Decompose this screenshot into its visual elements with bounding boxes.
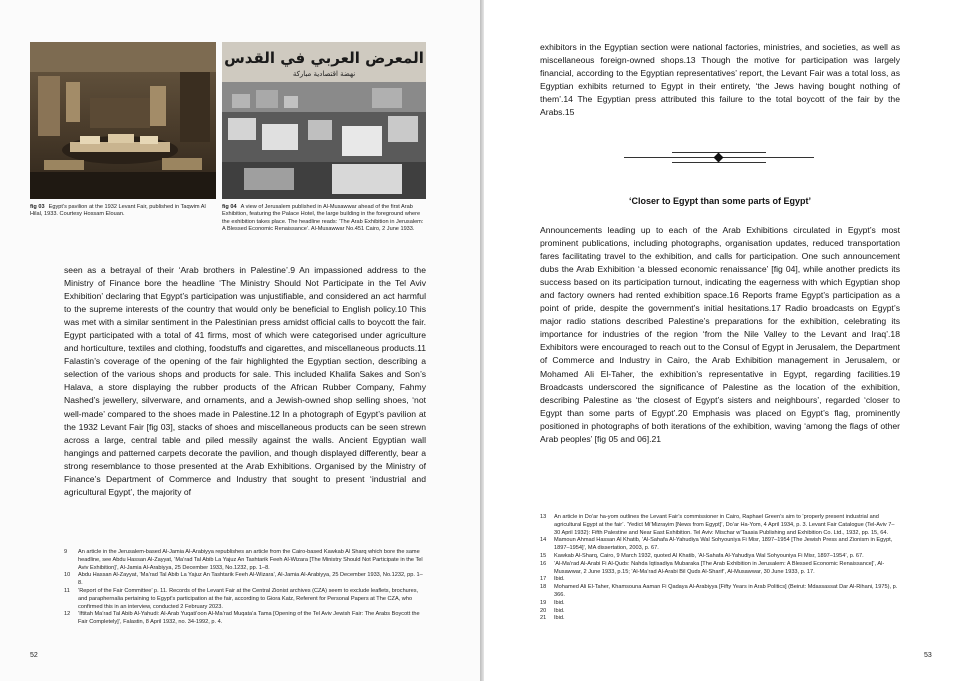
footnote bbox=[540, 514, 900, 537]
footnote-number: 13 bbox=[540, 514, 547, 520]
footnote-text: An article in Do’ar ha-yom outlines the Levant Fair’s commissioner in Cairo, Raphael Green’s aim to ‘properly present industrial and agricultural Egypt at the fair’. ‘Yedict Mi’Mizrayim [News from Egypt]’, Do’ar Ha-Yom, 4 April 1934, p. 3. Levant Fair Catalogue (Tel-Aviv 7–30 April 1932): Fifth Palestine and Near East Exhibition. Tel Aviv: Mischar w’Taasia Publishing and Exhibition Co. Ltd., 1932, pp. 15, 64. bbox=[554, 514, 895, 536]
footnote bbox=[540, 608, 900, 616]
footnote-number: 14 bbox=[540, 537, 547, 544]
footnote bbox=[540, 576, 900, 584]
body-text: exhibitors in the Egyptian section were national factories, ministries, and societies, as well as miscellaneous foreign-owned shops.13 Though the motive for participation was largely financial, according to the Egyptian representatives’ report, the Levant Fair was a total loss, as Egyptian exhibits returned to Egypt in their entirety, ‘the Jews having bought nothing of them’.14 The Egyptian press attributed this failure to the total boycott of the fair by the Arabs.15 bbox=[540, 42, 900, 118]
footnote bbox=[540, 600, 900, 608]
footnote-number: 9 bbox=[64, 549, 68, 555]
footnote-number: 16 bbox=[540, 560, 547, 567]
footnote-text: ‘Iftitah Ma’rad Tal Abib Al-Yahudi: Al-Arab Yuqati’oon Al-Ma’rad Muqata’a Tama [Opening of the Tel Aviv Jewish Fair: The Arabs Boycott the Fair Completely]’, Falastin, 8 April 1932, no. 34-1992, p. 4. bbox=[78, 611, 420, 626]
footnote-number: 17 bbox=[540, 576, 547, 583]
footnote bbox=[540, 553, 900, 561]
footnote-text: Ibid. bbox=[554, 599, 565, 606]
footnote-number: 19 bbox=[540, 599, 547, 606]
footnote bbox=[540, 561, 900, 577]
photo-jerusalem-view bbox=[222, 42, 426, 199]
body-text: seen as a betrayal of their ‘Arab brothers in Palestine’.9 An impassioned address to the Ministry of Finance bore the headline ‘The Ministry Should Not Participate in the Tel Aviv Exhibition’ declaring that Egypt’s participation was unjustifiable, and considered an act harmful to the supreme interests of the country that would only be beneficial to English policy.10 This was met with a similar sentiment in the Palestinian press amidst official calls to boycott the fair. Egypt participated with a total of 41 firms, most of which were categorised under agriculture and horticulture, textiles and clothing, foodstuffs and cigarettes, and miscellaneous products.11 Falastin’s coverage of the opening of the fair highlighted the Egyptian section, describing a selection of the various shops and products for sale. This included Khalifa Sakes and Son’s Halava, a store displaying the rubber products of the African Rubber Company, Fahmy Nashed’s jewellery, silverware, and ornaments, and a Jewish-owned shop selling shoes, ‘not well-made’ compared to the shoes made in Palestine.12 In a photograph of Egypt’s pavilion at the 1932 Levant Fair [fig 03], stacks of shoes and miscellaneous products can be seen strewn across a large, central table and piled messily against the walls. Ancient Egyptian wall hangings and patterned carpets decorate the pavilion, and though displayed differently, bear a strong resemblance to those presented at the Arab Exhibitions. Organised by the Ministry of Finance’s Department of Commerce and Industry that sought to present ‘industrial and agricultural Egypt’, the majority of bbox=[64, 265, 426, 497]
footnote-number: 11 bbox=[64, 587, 70, 594]
photo-arabic-headline: المعرض العربي في القدس bbox=[224, 49, 424, 67]
figure-caption-text: A view of Jerusalem published in Al-Musawwar ahead of the first Arab Exhibition, featuring the Palace Hotel, the large building in the foreground where the exhibition takes place. The headline reads: ‘The Arab Exhibition in Jerusalem: A Blessed Economic Renaissance’. Al-Musawwar No.451 Cairo, 2 June 1933. bbox=[222, 204, 424, 233]
figure-caption-text: Egypt’s pavilion at the 1932 Levant Fair, published in Taqwim Al Hilal, 1933. Courtesy Hossam Elouan. bbox=[30, 204, 206, 218]
footnote-number: 18 bbox=[540, 584, 547, 591]
footnote-text: Ibid. bbox=[554, 615, 565, 622]
footnote bbox=[64, 611, 426, 627]
footnote-number: 20 bbox=[540, 607, 547, 614]
footnote bbox=[64, 549, 426, 572]
footnote-text: ‘Report of the Fair Committee’ p. 11. Records of the Levant Fair at the Central Zionist archives (CZA) seem to exclude leaflets, brochures, and paraphernalia pertaining to Egypt’s participation at the fair, according to Giora Katz, Referent for Personal Papers at The CZA, who confirmed this in an interview, conducted 2 February 2023. bbox=[78, 587, 419, 610]
footnote-text: Kawkab Al-Sharq, Cairo, 9 March 1932, quoted Al Khatib, ‘Al-Sahafa Al-Yahudiya Wal Sohyouniya Fi Misr, 1897–1954’, p. 67. bbox=[554, 552, 864, 559]
footnote-text: Mamoun Ahmad Hassan Al Khatib, ‘Al-Sahafa Al-Yahudiya Wal Sohyouniya Fi Misr, 1897–1954 [The Jewish Press and Zionism in Egypt, 1897–1954]’, MA dissertation, 2003, p. 67. bbox=[554, 537, 893, 552]
figure-caption-fig04 bbox=[222, 204, 428, 234]
footnote-text: Ibid. bbox=[554, 607, 565, 614]
footnote-text: An article in the Jerusalem-based Al-Jamia Al-Arabiyya republishes an article from the Cairo-based Kawkab Al Sharq which bore the same headline, see Abdu Hassan Al-Zayyat, ‘Ma’rad Tal Abib La Yajuz An Tashtarik Feeh Al-Wizara [The Ministry Should Not Participate in the Tel Aviv Exhibition]’, Al-Jamia Al-Arabiyya, 25 December 1933, No.1232, pp. 1–8. bbox=[78, 549, 423, 571]
footnote-number: 21 bbox=[540, 615, 547, 622]
figure-label: fig 03 bbox=[30, 204, 45, 210]
footnote-text: Ibid. bbox=[554, 576, 565, 583]
footnote-number: 12 bbox=[64, 611, 71, 618]
footnote bbox=[540, 615, 900, 623]
section-heading: ‘Closer to Egypt than some parts of Egypt’ bbox=[628, 196, 812, 206]
body-text: Announcements leading up to each of the Arab Exhibitions circulated in Egypt’s most prominent publications, including photographs, organisation updates, reduced transportation fares facilitating travel to the exhibition, and calls for participation. One such announcement dubs the Arab Exhibition ‘a blessed economic renaissance’ [fig 04], while another predicts its success based on its participation turnout, indicating the eagerness with which Egyptian shop and factory owners had rented exhibition space.16 Reports frame Egypt’s participation as a point of pride, despite the government’s initial hesitations.17 Radio broadcasts on Egypt’s major radio stations described Palestine’s preparations for the exhibition, celebrating its importance for industries of the region ‘from the Nile Valley to the Levant and Iraq’.18 Exhibitors were encouraged to reach out to the Consul of Egypt in Jerusalem, the Department of Commerce and Industry in Cairo, the Arab Exhibition management in Jerusalem, or Mohamed Ali El-Taher, the exhibition’s representative in Egypt, regarding facilities.19 Broadcasts underscored the significance of Palestine as the location of the exhibition, describing Palestine as ‘the closest of Egypt’s sisters and neighbours’, regarded ‘closer to Egypt than some parts of Egypt’.20 Emphasis was placed on Egypt’s flag, prominently positioned in photographs of both iterations of the exhibition, waving ‘among the flags of other Arab peoples’ [fig 05 and 06].21 bbox=[540, 225, 900, 444]
figure-caption-fig03 bbox=[30, 204, 216, 219]
left-page bbox=[0, 0, 480, 681]
footnote-text: Abdu Hassan Al-Zayyat, ‘Ma’rad Tal Abib La Yajuz An Tashtarik Feeh Al-Wizara’, Al-Jamia Al-Arabiyya, 25 December 1933, No.1232, pp. 1–8. bbox=[78, 572, 423, 587]
footnote bbox=[540, 584, 900, 600]
footnote-number: 15 bbox=[540, 552, 547, 559]
photo-arabic-subheadline: نهضة اقتصادية مباركة bbox=[292, 70, 356, 78]
footnotes bbox=[540, 514, 900, 623]
footnote bbox=[540, 537, 900, 553]
footnote-number: 10 bbox=[64, 572, 71, 579]
figure-label: fig 04 bbox=[222, 204, 237, 210]
section-divider-ornament bbox=[624, 150, 814, 166]
photo-egypt-pavilion bbox=[30, 42, 216, 199]
footnotes bbox=[64, 549, 426, 627]
footnote bbox=[64, 572, 426, 588]
footnote-text: Mohamed Ali El-Taher, Khamsouna Aaman Fi Qadaya Al-Arabiyya [Fifty Years in Arab Politics] (Beirut: Mdassassat Dar Al-Rihani, 1975), p. 366. bbox=[554, 584, 898, 598]
page-number: 53 bbox=[924, 652, 932, 659]
footnote bbox=[64, 588, 426, 611]
page-number: 52 bbox=[30, 652, 38, 659]
diamond-icon bbox=[714, 153, 724, 163]
footnote-text: ‘Al-Ma’rad Al-Arabi Fi Al-Quds: Nahda Iqtisadiya Mubaraka [The Arab Exhibition in Jerusalem: A Blessed Economic Renaissance]’, Al-Musawwar, 2 June 1933, p.15; ‘Al-Ma’rad Al-Arabi Bil Quds Al-Sharif’, Al-Musawwar, 30 June 1933, p. 17. bbox=[554, 560, 885, 575]
